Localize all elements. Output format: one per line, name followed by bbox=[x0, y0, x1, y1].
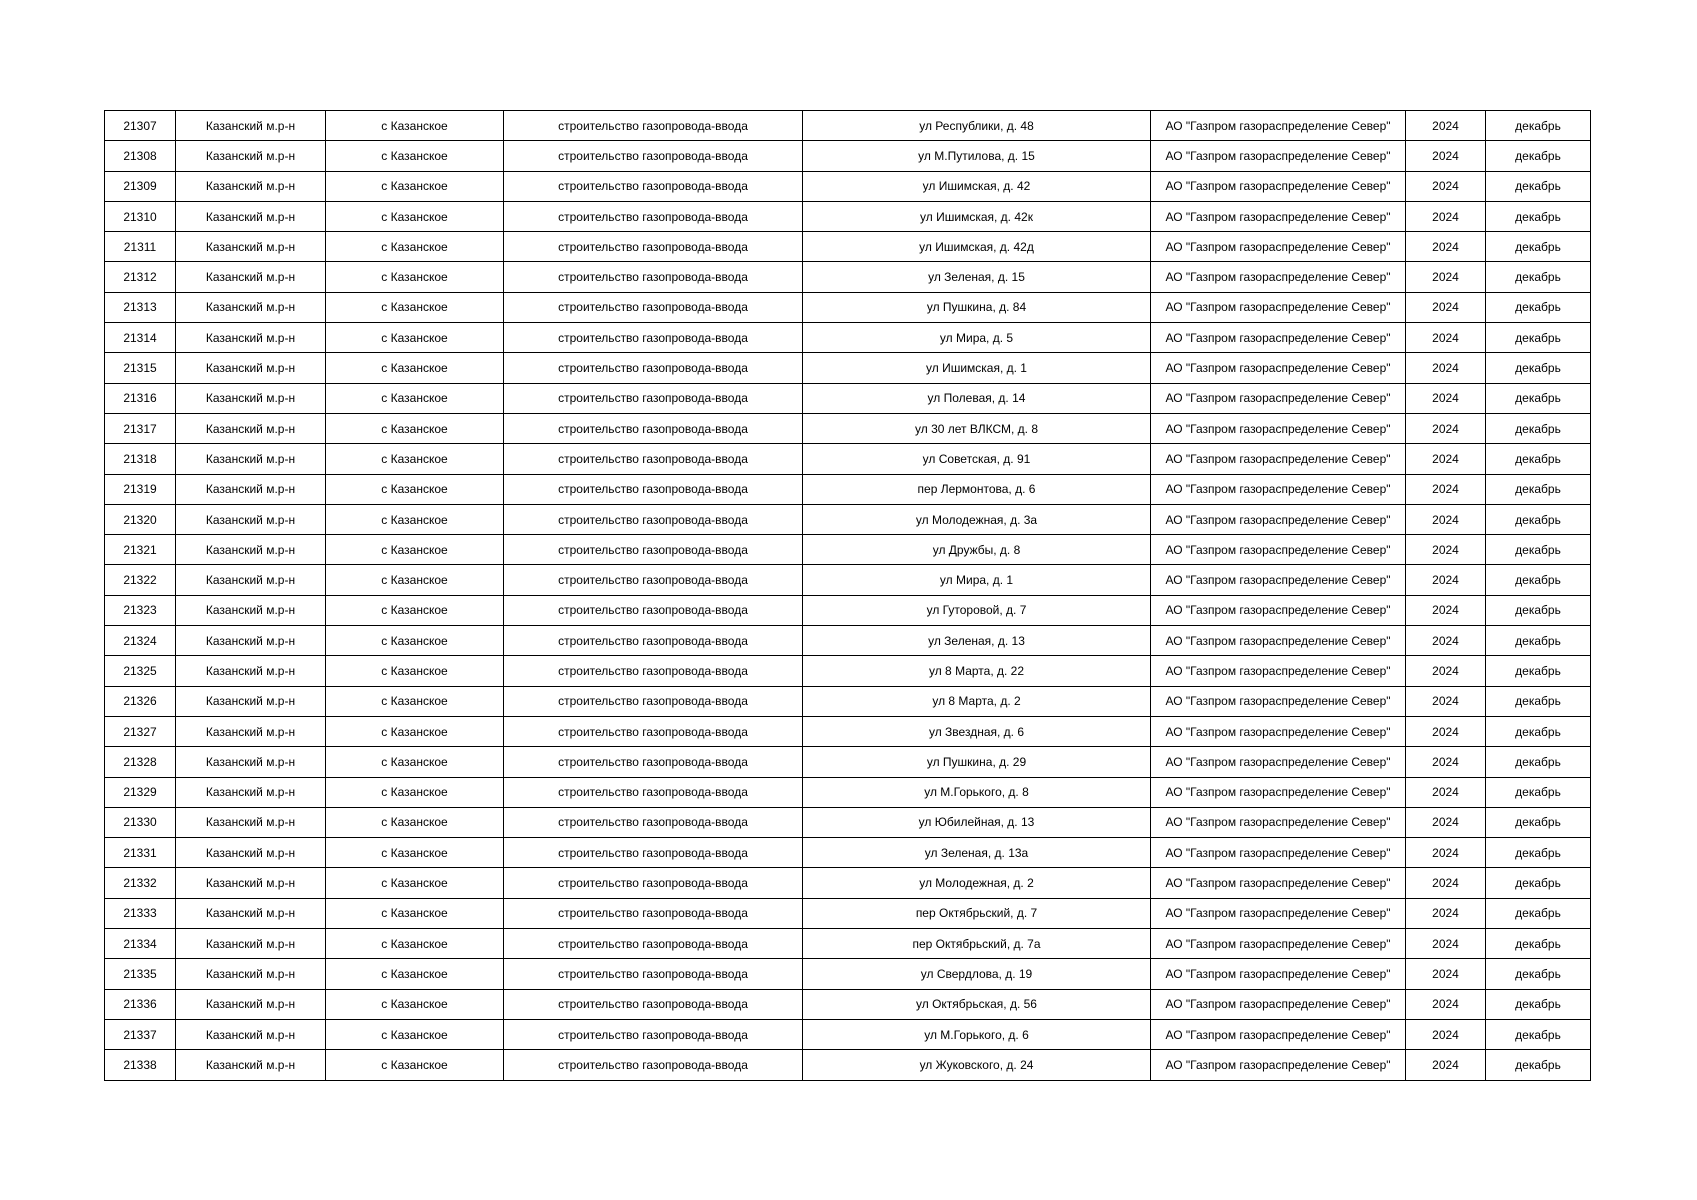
work-type-cell: строительство газопровода-ввода bbox=[504, 413, 803, 443]
address-cell: пер Октябрьский, д. 7а bbox=[803, 929, 1151, 959]
row-number-cell: 21338 bbox=[105, 1050, 176, 1080]
work-type-cell: строительство газопровода-ввода bbox=[504, 868, 803, 898]
organization-cell: АО "Газпром газораспределение Север" bbox=[1151, 504, 1406, 534]
organization-cell: АО "Газпром газораспределение Север" bbox=[1151, 141, 1406, 171]
organization-cell: АО "Газпром газораспределение Север" bbox=[1151, 989, 1406, 1019]
table-row bbox=[105, 535, 1591, 565]
row-number-cell: 21307 bbox=[105, 111, 176, 141]
work-type-cell: строительство газопровода-ввода bbox=[504, 262, 803, 292]
month-cell: декабрь bbox=[1486, 868, 1591, 898]
table-row bbox=[105, 868, 1591, 898]
work-type-cell: строительство газопровода-ввода bbox=[504, 626, 803, 656]
settlement-cell: с Казанское bbox=[326, 777, 504, 807]
year-cell: 2024 bbox=[1406, 141, 1486, 171]
year-cell: 2024 bbox=[1406, 413, 1486, 443]
month-cell: декабрь bbox=[1486, 1019, 1591, 1049]
work-type-cell: строительство газопровода-ввода bbox=[504, 959, 803, 989]
settlement-cell: с Казанское bbox=[326, 565, 504, 595]
work-type-cell: строительство газопровода-ввода bbox=[504, 716, 803, 746]
month-cell: декабрь bbox=[1486, 535, 1591, 565]
work-type-cell: строительство газопровода-ввода bbox=[504, 1050, 803, 1080]
month-cell: декабрь bbox=[1486, 989, 1591, 1019]
organization-cell: АО "Газпром газораспределение Север" bbox=[1151, 232, 1406, 262]
address-cell: ул Ишимская, д. 42к bbox=[803, 201, 1151, 231]
year-cell: 2024 bbox=[1406, 989, 1486, 1019]
address-cell: пер Октябрьский, д. 7 bbox=[803, 898, 1151, 928]
year-cell: 2024 bbox=[1406, 929, 1486, 959]
row-number-cell: 21317 bbox=[105, 413, 176, 443]
work-type-cell: строительство газопровода-ввода bbox=[504, 777, 803, 807]
table-row bbox=[105, 1050, 1591, 1080]
month-cell: декабрь bbox=[1486, 838, 1591, 868]
year-cell: 2024 bbox=[1406, 353, 1486, 383]
work-type-cell: строительство газопровода-ввода bbox=[504, 323, 803, 353]
district-cell: Казанский м.р-н bbox=[176, 383, 326, 413]
year-cell: 2024 bbox=[1406, 171, 1486, 201]
table-row bbox=[105, 565, 1591, 595]
table-row bbox=[105, 504, 1591, 534]
organization-cell: АО "Газпром газораспределение Север" bbox=[1151, 1019, 1406, 1049]
settlement-cell: с Казанское bbox=[326, 1050, 504, 1080]
row-number-cell: 21321 bbox=[105, 535, 176, 565]
year-cell: 2024 bbox=[1406, 686, 1486, 716]
work-type-cell: строительство газопровода-ввода bbox=[504, 383, 803, 413]
organization-cell: АО "Газпром газораспределение Север" bbox=[1151, 383, 1406, 413]
table-row bbox=[105, 929, 1591, 959]
organization-cell: АО "Газпром газораспределение Север" bbox=[1151, 535, 1406, 565]
table-row bbox=[105, 656, 1591, 686]
year-cell: 2024 bbox=[1406, 959, 1486, 989]
district-cell: Казанский м.р-н bbox=[176, 444, 326, 474]
address-cell: ул Зеленая, д. 13 bbox=[803, 626, 1151, 656]
settlement-cell: с Казанское bbox=[326, 232, 504, 262]
row-number-cell: 21332 bbox=[105, 868, 176, 898]
district-cell: Казанский м.р-н bbox=[176, 989, 326, 1019]
settlement-cell: с Казанское bbox=[326, 262, 504, 292]
address-cell: ул Свердлова, д. 19 bbox=[803, 959, 1151, 989]
year-cell: 2024 bbox=[1406, 1019, 1486, 1049]
work-type-cell: строительство газопровода-ввода bbox=[504, 141, 803, 171]
settlement-cell: с Казанское bbox=[326, 595, 504, 625]
address-cell: ул Зеленая, д. 13а bbox=[803, 838, 1151, 868]
month-cell: декабрь bbox=[1486, 171, 1591, 201]
work-type-cell: строительство газопровода-ввода bbox=[504, 898, 803, 928]
settlement-cell: с Казанское bbox=[326, 383, 504, 413]
settlement-cell: с Казанское bbox=[326, 807, 504, 837]
settlement-cell: с Казанское bbox=[326, 959, 504, 989]
district-cell: Казанский м.р-н bbox=[176, 1019, 326, 1049]
year-cell: 2024 bbox=[1406, 232, 1486, 262]
row-number-cell: 21328 bbox=[105, 747, 176, 777]
row-number-cell: 21318 bbox=[105, 444, 176, 474]
year-cell: 2024 bbox=[1406, 626, 1486, 656]
month-cell: декабрь bbox=[1486, 232, 1591, 262]
row-number-cell: 21336 bbox=[105, 989, 176, 1019]
district-cell: Казанский м.р-н bbox=[176, 838, 326, 868]
row-number-cell: 21320 bbox=[105, 504, 176, 534]
address-cell: ул 8 Марта, д. 2 bbox=[803, 686, 1151, 716]
row-number-cell: 21308 bbox=[105, 141, 176, 171]
organization-cell: АО "Газпром газораспределение Север" bbox=[1151, 262, 1406, 292]
address-cell: ул Жуковского, д. 24 bbox=[803, 1050, 1151, 1080]
year-cell: 2024 bbox=[1406, 868, 1486, 898]
table-row bbox=[105, 747, 1591, 777]
row-number-cell: 21315 bbox=[105, 353, 176, 383]
district-cell: Казанский м.р-н bbox=[176, 929, 326, 959]
month-cell: декабрь bbox=[1486, 504, 1591, 534]
district-cell: Казанский м.р-н bbox=[176, 565, 326, 595]
table-row bbox=[105, 595, 1591, 625]
work-type-cell: строительство газопровода-ввода bbox=[504, 535, 803, 565]
month-cell: декабрь bbox=[1486, 353, 1591, 383]
settlement-cell: с Казанское bbox=[326, 292, 504, 322]
month-cell: декабрь bbox=[1486, 595, 1591, 625]
settlement-cell: с Казанское bbox=[326, 444, 504, 474]
settlement-cell: с Казанское bbox=[326, 323, 504, 353]
address-cell: ул Гуторовой, д. 7 bbox=[803, 595, 1151, 625]
district-cell: Казанский м.р-н bbox=[176, 777, 326, 807]
address-cell: ул 30 лет ВЛКСМ, д. 8 bbox=[803, 413, 1151, 443]
month-cell: декабрь bbox=[1486, 898, 1591, 928]
month-cell: декабрь bbox=[1486, 444, 1591, 474]
table-row bbox=[105, 959, 1591, 989]
district-cell: Казанский м.р-н bbox=[176, 656, 326, 686]
settlement-cell: с Казанское bbox=[326, 141, 504, 171]
row-number-cell: 21331 bbox=[105, 838, 176, 868]
settlement-cell: с Казанское bbox=[326, 716, 504, 746]
row-number-cell: 21312 bbox=[105, 262, 176, 292]
table-row bbox=[105, 989, 1591, 1019]
organization-cell: АО "Газпром газораспределение Север" bbox=[1151, 929, 1406, 959]
table-body bbox=[105, 111, 1591, 1081]
work-type-cell: строительство газопровода-ввода bbox=[504, 656, 803, 686]
address-cell: ул Зеленая, д. 15 bbox=[803, 262, 1151, 292]
work-type-cell: строительство газопровода-ввода bbox=[504, 444, 803, 474]
address-cell: ул М.Горького, д. 6 bbox=[803, 1019, 1151, 1049]
district-cell: Казанский м.р-н bbox=[176, 171, 326, 201]
work-type-cell: строительство газопровода-ввода bbox=[504, 838, 803, 868]
district-cell: Казанский м.р-н bbox=[176, 716, 326, 746]
address-cell: ул Юбилейная, д. 13 bbox=[803, 807, 1151, 837]
address-cell: ул М.Горького, д. 8 bbox=[803, 777, 1151, 807]
work-type-cell: строительство газопровода-ввода bbox=[504, 292, 803, 322]
address-cell: ул Ишимская, д. 42д bbox=[803, 232, 1151, 262]
district-cell: Казанский м.р-н bbox=[176, 292, 326, 322]
work-type-cell: строительство газопровода-ввода bbox=[504, 232, 803, 262]
settlement-cell: с Казанское bbox=[326, 1019, 504, 1049]
month-cell: декабрь bbox=[1486, 292, 1591, 322]
year-cell: 2024 bbox=[1406, 535, 1486, 565]
month-cell: декабрь bbox=[1486, 716, 1591, 746]
table-row bbox=[105, 353, 1591, 383]
work-type-cell: строительство газопровода-ввода bbox=[504, 171, 803, 201]
district-cell: Казанский м.р-н bbox=[176, 474, 326, 504]
district-cell: Казанский м.р-н bbox=[176, 232, 326, 262]
organization-cell: АО "Газпром газораспределение Север" bbox=[1151, 838, 1406, 868]
district-cell: Казанский м.р-н bbox=[176, 504, 326, 534]
table-row bbox=[105, 292, 1591, 322]
organization-cell: АО "Газпром газораспределение Север" bbox=[1151, 111, 1406, 141]
table-row bbox=[105, 383, 1591, 413]
table-row bbox=[105, 474, 1591, 504]
month-cell: декабрь bbox=[1486, 262, 1591, 292]
settlement-cell: с Казанское bbox=[326, 413, 504, 443]
work-type-cell: строительство газопровода-ввода bbox=[504, 595, 803, 625]
month-cell: декабрь bbox=[1486, 777, 1591, 807]
address-cell: ул Мира, д. 1 bbox=[803, 565, 1151, 595]
row-number-cell: 21334 bbox=[105, 929, 176, 959]
work-type-cell: строительство газопровода-ввода bbox=[504, 565, 803, 595]
district-cell: Казанский м.р-н bbox=[176, 535, 326, 565]
table-row bbox=[105, 807, 1591, 837]
row-number-cell: 21322 bbox=[105, 565, 176, 595]
year-cell: 2024 bbox=[1406, 383, 1486, 413]
organization-cell: АО "Газпром газораспределение Север" bbox=[1151, 807, 1406, 837]
organization-cell: АО "Газпром газораспределение Север" bbox=[1151, 171, 1406, 201]
work-type-cell: строительство газопровода-ввода bbox=[504, 504, 803, 534]
row-number-cell: 21323 bbox=[105, 595, 176, 625]
organization-cell: АО "Газпром газораспределение Север" bbox=[1151, 444, 1406, 474]
district-cell: Казанский м.р-н bbox=[176, 686, 326, 716]
year-cell: 2024 bbox=[1406, 504, 1486, 534]
settlement-cell: с Казанское bbox=[326, 898, 504, 928]
district-cell: Казанский м.р-н bbox=[176, 141, 326, 171]
row-number-cell: 21309 bbox=[105, 171, 176, 201]
year-cell: 2024 bbox=[1406, 777, 1486, 807]
district-cell: Казанский м.р-н bbox=[176, 413, 326, 443]
district-cell: Казанский м.р-н bbox=[176, 898, 326, 928]
work-type-cell: строительство газопровода-ввода bbox=[504, 353, 803, 383]
work-type-cell: строительство газопровода-ввода bbox=[504, 474, 803, 504]
month-cell: декабрь bbox=[1486, 141, 1591, 171]
year-cell: 2024 bbox=[1406, 716, 1486, 746]
row-number-cell: 21311 bbox=[105, 232, 176, 262]
district-cell: Казанский м.р-н bbox=[176, 807, 326, 837]
year-cell: 2024 bbox=[1406, 1050, 1486, 1080]
district-cell: Казанский м.р-н bbox=[176, 959, 326, 989]
row-number-cell: 21337 bbox=[105, 1019, 176, 1049]
work-type-cell: строительство газопровода-ввода bbox=[504, 1019, 803, 1049]
month-cell: декабрь bbox=[1486, 323, 1591, 353]
organization-cell: АО "Газпром газораспределение Север" bbox=[1151, 595, 1406, 625]
settlement-cell: с Казанское bbox=[326, 686, 504, 716]
month-cell: декабрь bbox=[1486, 747, 1591, 777]
year-cell: 2024 bbox=[1406, 323, 1486, 353]
organization-cell: АО "Газпром газораспределение Север" bbox=[1151, 474, 1406, 504]
settlement-cell: с Казанское bbox=[326, 989, 504, 1019]
address-cell: ул Полевая, д. 14 bbox=[803, 383, 1151, 413]
year-cell: 2024 bbox=[1406, 595, 1486, 625]
district-cell: Казанский м.р-н bbox=[176, 323, 326, 353]
row-number-cell: 21316 bbox=[105, 383, 176, 413]
organization-cell: АО "Газпром газораспределение Север" bbox=[1151, 747, 1406, 777]
year-cell: 2024 bbox=[1406, 898, 1486, 928]
organization-cell: АО "Газпром газораспределение Север" bbox=[1151, 686, 1406, 716]
settlement-cell: с Казанское bbox=[326, 747, 504, 777]
month-cell: декабрь bbox=[1486, 929, 1591, 959]
table-row bbox=[105, 838, 1591, 868]
month-cell: декабрь bbox=[1486, 656, 1591, 686]
district-cell: Казанский м.р-н bbox=[176, 1050, 326, 1080]
month-cell: декабрь bbox=[1486, 383, 1591, 413]
year-cell: 2024 bbox=[1406, 201, 1486, 231]
month-cell: декабрь bbox=[1486, 565, 1591, 595]
table-row bbox=[105, 171, 1591, 201]
table-row bbox=[105, 777, 1591, 807]
year-cell: 2024 bbox=[1406, 656, 1486, 686]
address-cell: ул Молодежная, д. 3а bbox=[803, 504, 1151, 534]
settlement-cell: с Казанское bbox=[326, 201, 504, 231]
settlement-cell: с Казанское bbox=[326, 656, 504, 686]
year-cell: 2024 bbox=[1406, 262, 1486, 292]
organization-cell: АО "Газпром газораспределение Север" bbox=[1151, 323, 1406, 353]
table-row bbox=[105, 898, 1591, 928]
row-number-cell: 21335 bbox=[105, 959, 176, 989]
table-row bbox=[105, 201, 1591, 231]
month-cell: декабрь bbox=[1486, 686, 1591, 716]
address-cell: ул Ишимская, д. 1 bbox=[803, 353, 1151, 383]
row-number-cell: 21333 bbox=[105, 898, 176, 928]
table-row bbox=[105, 626, 1591, 656]
organization-cell: АО "Газпром газораспределение Север" bbox=[1151, 565, 1406, 595]
table-row bbox=[105, 262, 1591, 292]
year-cell: 2024 bbox=[1406, 444, 1486, 474]
table-row bbox=[105, 232, 1591, 262]
table-row bbox=[105, 323, 1591, 353]
work-type-cell: строительство газопровода-ввода bbox=[504, 989, 803, 1019]
address-cell: ул Пушкина, д. 29 bbox=[803, 747, 1151, 777]
year-cell: 2024 bbox=[1406, 807, 1486, 837]
year-cell: 2024 bbox=[1406, 111, 1486, 141]
settlement-cell: с Казанское bbox=[326, 838, 504, 868]
address-cell: ул Звездная, д. 6 bbox=[803, 716, 1151, 746]
organization-cell: АО "Газпром газораспределение Север" bbox=[1151, 868, 1406, 898]
organization-cell: АО "Газпром газораспределение Север" bbox=[1151, 626, 1406, 656]
address-cell: ул Молодежная, д. 2 bbox=[803, 868, 1151, 898]
month-cell: декабрь bbox=[1486, 474, 1591, 504]
work-type-cell: строительство газопровода-ввода bbox=[504, 201, 803, 231]
work-type-cell: строительство газопровода-ввода bbox=[504, 686, 803, 716]
organization-cell: АО "Газпром газораспределение Север" bbox=[1151, 656, 1406, 686]
row-number-cell: 21324 bbox=[105, 626, 176, 656]
row-number-cell: 21325 bbox=[105, 656, 176, 686]
month-cell: декабрь bbox=[1486, 1050, 1591, 1080]
table-row bbox=[105, 1019, 1591, 1049]
settlement-cell: с Казанское bbox=[326, 353, 504, 383]
organization-cell: АО "Газпром газораспределение Север" bbox=[1151, 898, 1406, 928]
row-number-cell: 21327 bbox=[105, 716, 176, 746]
address-cell: ул Мира, д. 5 bbox=[803, 323, 1151, 353]
district-cell: Казанский м.р-н bbox=[176, 111, 326, 141]
month-cell: декабрь bbox=[1486, 201, 1591, 231]
table-row bbox=[105, 444, 1591, 474]
table-row bbox=[105, 686, 1591, 716]
settlement-cell: с Казанское bbox=[326, 868, 504, 898]
address-cell: ул 8 Марта, д. 22 bbox=[803, 656, 1151, 686]
month-cell: декабрь bbox=[1486, 413, 1591, 443]
organization-cell: АО "Газпром газораспределение Север" bbox=[1151, 201, 1406, 231]
district-cell: Казанский м.р-н bbox=[176, 353, 326, 383]
year-cell: 2024 bbox=[1406, 474, 1486, 504]
row-number-cell: 21319 bbox=[105, 474, 176, 504]
organization-cell: АО "Газпром газораспределение Север" bbox=[1151, 292, 1406, 322]
row-number-cell: 21330 bbox=[105, 807, 176, 837]
address-cell: ул Дружбы, д. 8 bbox=[803, 535, 1151, 565]
address-cell: ул Советская, д. 91 bbox=[803, 444, 1151, 474]
organization-cell: АО "Газпром газораспределение Север" bbox=[1151, 777, 1406, 807]
district-cell: Казанский м.р-н bbox=[176, 626, 326, 656]
table-row bbox=[105, 413, 1591, 443]
address-cell: ул Республики, д. 48 bbox=[803, 111, 1151, 141]
row-number-cell: 21314 bbox=[105, 323, 176, 353]
work-type-cell: строительство газопровода-ввода bbox=[504, 807, 803, 837]
row-number-cell: 21313 bbox=[105, 292, 176, 322]
work-type-cell: строительство газопровода-ввода bbox=[504, 929, 803, 959]
year-cell: 2024 bbox=[1406, 565, 1486, 595]
district-cell: Казанский м.р-н bbox=[176, 262, 326, 292]
table-row bbox=[105, 141, 1591, 171]
address-cell: ул Пушкина, д. 84 bbox=[803, 292, 1151, 322]
district-cell: Казанский м.р-н bbox=[176, 747, 326, 777]
organization-cell: АО "Газпром газораспределение Север" bbox=[1151, 353, 1406, 383]
settlement-cell: с Казанское bbox=[326, 171, 504, 201]
month-cell: декабрь bbox=[1486, 111, 1591, 141]
row-number-cell: 21329 bbox=[105, 777, 176, 807]
settlement-cell: с Казанское bbox=[326, 929, 504, 959]
settlement-cell: с Казанское bbox=[326, 535, 504, 565]
work-type-cell: строительство газопровода-ввода bbox=[504, 111, 803, 141]
organization-cell: АО "Газпром газораспределение Север" bbox=[1151, 1050, 1406, 1080]
address-cell: ул М.Путилова, д. 15 bbox=[803, 141, 1151, 171]
district-cell: Казанский м.р-н bbox=[176, 595, 326, 625]
row-number-cell: 21310 bbox=[105, 201, 176, 231]
work-type-cell: строительство газопровода-ввода bbox=[504, 747, 803, 777]
address-cell: ул Ишимская, д. 42 bbox=[803, 171, 1151, 201]
organization-cell: АО "Газпром газораспределение Север" bbox=[1151, 413, 1406, 443]
month-cell: декабрь bbox=[1486, 626, 1591, 656]
month-cell: декабрь bbox=[1486, 807, 1591, 837]
gas-connection-table bbox=[104, 110, 1591, 1081]
settlement-cell: с Казанское bbox=[326, 474, 504, 504]
year-cell: 2024 bbox=[1406, 838, 1486, 868]
year-cell: 2024 bbox=[1406, 747, 1486, 777]
settlement-cell: с Казанское bbox=[326, 111, 504, 141]
month-cell: декабрь bbox=[1486, 959, 1591, 989]
organization-cell: АО "Газпром газораспределение Север" bbox=[1151, 959, 1406, 989]
organization-cell: АО "Газпром газораспределение Север" bbox=[1151, 716, 1406, 746]
table-row bbox=[105, 716, 1591, 746]
settlement-cell: с Казанское bbox=[326, 626, 504, 656]
table-row bbox=[105, 111, 1591, 141]
settlement-cell: с Казанское bbox=[326, 504, 504, 534]
address-cell: ул Октябрьская, д. 56 bbox=[803, 989, 1151, 1019]
year-cell: 2024 bbox=[1406, 292, 1486, 322]
district-cell: Казанский м.р-н bbox=[176, 868, 326, 898]
district-cell: Казанский м.р-н bbox=[176, 201, 326, 231]
address-cell: пер Лермонтова, д. 6 bbox=[803, 474, 1151, 504]
row-number-cell: 21326 bbox=[105, 686, 176, 716]
